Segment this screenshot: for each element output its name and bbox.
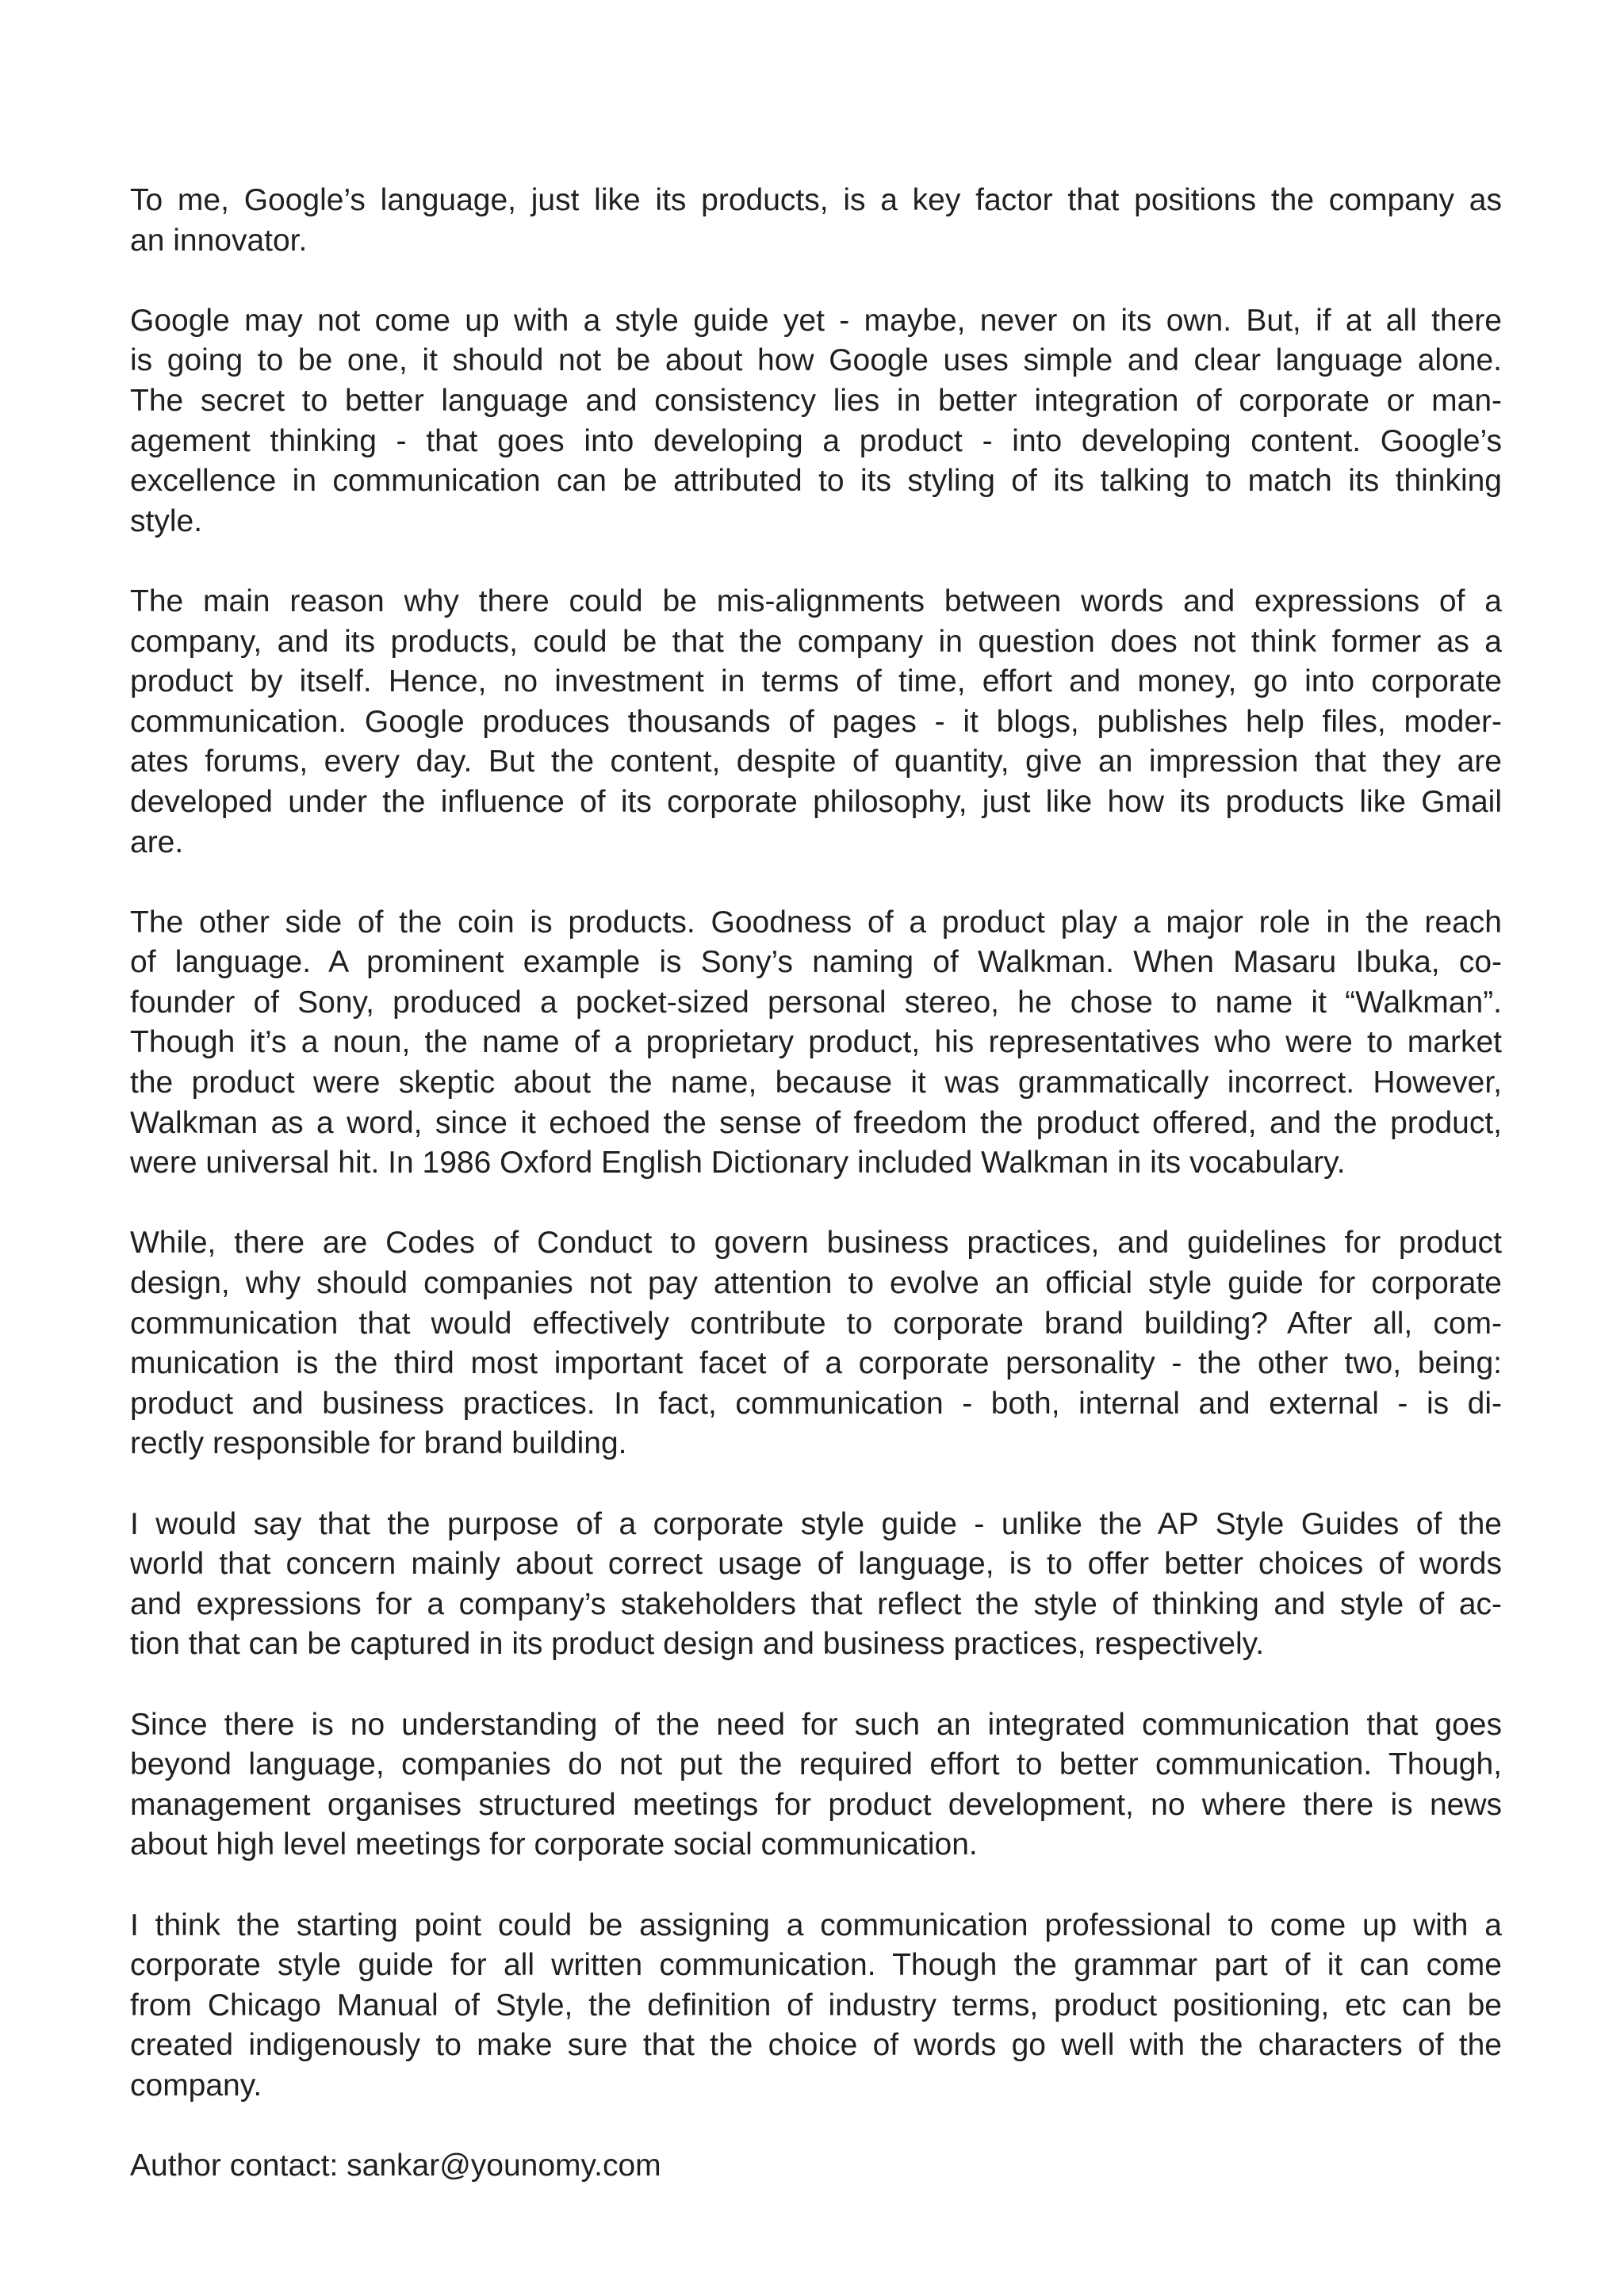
text-line: the product were skeptic about the name, because it was grammatically incorrect. However,: [130, 1066, 1502, 1100]
text-line: I think the starting point could be assigning a communication professional to come up with a: [130, 1908, 1502, 1942]
text-line: The other side of the coin is products. Goodness of a product play a major role in the reach: [130, 905, 1502, 939]
article-body: [130, 181, 1502, 2187]
text-line: developed under the influence of its corporate philosophy, just like how its products like Gmail: [130, 784, 1502, 819]
text-line: design, why should companies not pay attention to evolve an official style guide for corporate: [130, 1266, 1502, 1301]
text-line: company, and its products, could be that the company in question does not think former as a: [130, 624, 1502, 659]
text-line: agement thinking - that goes into developing a product - into developing content. Google’s: [130, 423, 1502, 458]
text-line: beyond language, companies do not put the required effort to better communication. Though,: [130, 1747, 1502, 1782]
text-line: communication. Google produces thousands of pages - it blogs, publishes help files, moder-: [130, 704, 1502, 739]
paragraph-misalignment: [130, 582, 1502, 863]
text-line: rectly responsible for brand building.: [130, 1426, 627, 1461]
text-line: Since there is no understanding of the need for such an integrated communication that goes: [130, 1707, 1502, 1742]
author-contact-text: Author contact: sankar@younomy.com: [130, 2149, 661, 2183]
text-line: Though it’s a noun, the name of a proprietary product, his representatives who were to market: [130, 1025, 1502, 1060]
text-line: from Chicago Manual of Style, the definition of industry terms, product positioning, etc can be: [130, 1988, 1502, 2022]
text-line: ates forums, every day. But the content, despite of quantity, give an impression that they are: [130, 744, 1502, 779]
text-line: excellence in communication can be attributed to its styling of its talking to match its thinking: [130, 464, 1502, 499]
text-line: company.: [130, 2068, 262, 2103]
paragraph-purpose: [130, 1505, 1502, 1665]
text-line: corporate style guide for all written communication. Though the grammar part of it can come: [130, 1948, 1502, 1983]
text-line: munication is the third most important facet of a corporate personality - the other two, being:: [130, 1346, 1502, 1381]
paragraph-walkman: [130, 903, 1502, 1184]
text-line: were universal hit. In 1986 Oxford English Dictionary included Walkman in its vocabulary.: [130, 1146, 1346, 1181]
text-line: management organises structured meetings for product development, no where there is news: [130, 1787, 1502, 1822]
paragraph-integrated-communication: [130, 1705, 1502, 1866]
text-line: is going to be one, it should not be about how Google uses simple and clear language alone.: [130, 343, 1502, 378]
text-line: style.: [130, 503, 203, 538]
text-line: communication that would effectively contribute to corporate brand building? After all, com-: [130, 1306, 1502, 1341]
text-line: are.: [130, 825, 184, 859]
text-line: product and business practices. In fact, communication - both, internal and external - is di-: [130, 1386, 1502, 1421]
text-line: created indigenously to make sure that the choice of words go well with the characters of the: [130, 2028, 1502, 2063]
paragraph-codes-of-conduct: [130, 1223, 1502, 1464]
text-line: of language. A prominent example is Sony’s naming of Walkman. When Masaru Ibuka, co-: [130, 945, 1502, 980]
text-line: Walkman as a word, since it echoed the sense of freedom the product offered, and the product,: [130, 1105, 1502, 1140]
text-line: The main reason why there could be mis-alignments between words and expressions of a: [130, 584, 1502, 618]
text-line: world that concern mainly about correct usage of language, is to offer better choices of words: [130, 1547, 1502, 1582]
text-line: product by itself. Hence, no investment in terms of time, effort and money, go into corporate: [130, 664, 1502, 699]
text-line: and expressions for a company’s stakeholders that reflect the style of thinking and style of ac-: [130, 1586, 1502, 1621]
paragraph-style-guide: [130, 301, 1502, 542]
paragraph-starting-point: [130, 1906, 1502, 2107]
text-line: To me, Google’s language, just like its products, is a key factor that positions the company as: [130, 183, 1502, 217]
text-line: Google may not come up with a style guide yet - maybe, never on its own. But, if at all there: [130, 303, 1502, 338]
text-line: founder of Sony, produced a pocket-sized personal stereo, he chose to name it “Walkman”.: [130, 985, 1502, 1020]
text-line: tion that can be captured in its product design and business practices, respectively.: [130, 1627, 1265, 1662]
text-line: I would say that the purpose of a corporate style guide - unlike the AP Style Guides of the: [130, 1506, 1502, 1541]
text-line: an innovator.: [130, 223, 308, 258]
text-line: While, there are Codes of Conduct to govern business practices, and guidelines for product: [130, 1226, 1502, 1261]
text-line: The secret to better language and consistency lies in better integration of corporate or man-: [130, 383, 1502, 418]
author-contact: [130, 2146, 1502, 2187]
text-line: about high level meetings for corporate social communication.: [130, 1827, 978, 1862]
paragraph-intro: [130, 181, 1502, 261]
